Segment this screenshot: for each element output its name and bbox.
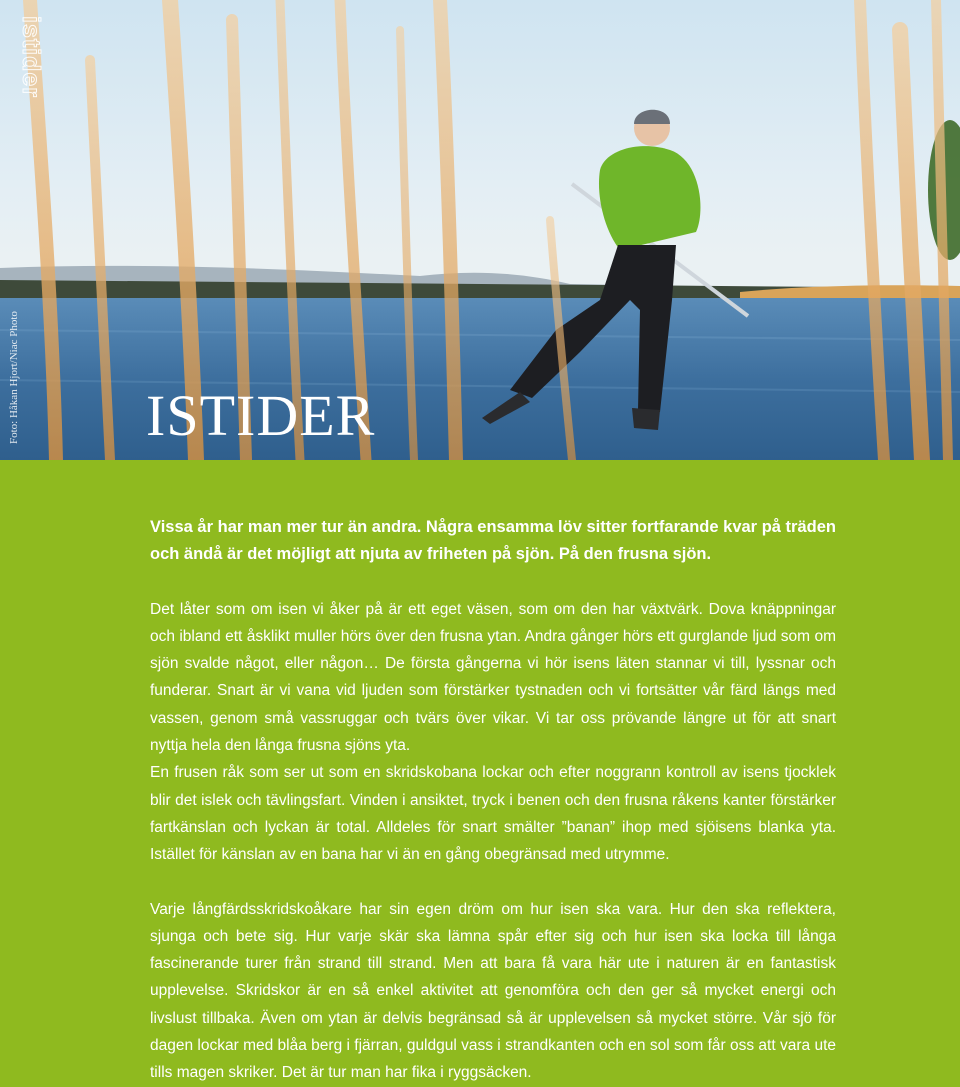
section-tag: istider [17,16,45,99]
body-paragraph: Det låter som om isen vi åker på är ett eget väsen, som om den har växtvärk. Dova knäppningar och ibland ett åsklikt muller hörs över den frusna ytan. Andra gånger hörs ett gurglande ljud som om sjön svalde något, eller någon… De första gångerna vi hör isens läten stannar vi till, lyssnar och funderar. Snart är vi vana vid ljuden som förstärker tystnaden och vi fortsätter vår färd längs med vassen, genom små vassruggar och tvärs över vikar. Vi tar oss prövande längre ut för att snart nyttja hela den långa frusna sjöns yta. [150,600,836,755]
body-paragraph: En frusen råk som ser ut som en skridskobana lockar och efter noggrann kontroll av isens tjocklek blir det islek och tävlingsfart. Vinden i ansiktet, tryck i benen och den frusna råkens kanter förstärker fartkänslan och lyckan är total. Alldeles för snart smälter ”banan” ihop med sjöisens blanka yta. Istället för känslan av en bana har vi än en gång obegränsad med utrymme. [150,764,836,864]
article-body [150,514,836,1087]
body-paragraph: Varje långfärdsskridskoåkare har sin egen dröm om hur isen ska vara. Hur den ska reflektera, sjunga och bete sig. Hur varje skär ska lämna spår efter sig och hur isen ska locka till långa fascinerande turer från strand till strand. Men att bara få vara här ute i naturen är en fantastisk upplevelse. Skridskor är en så enkel aktivitet att genomföra och den ger så mycket energi och livslust tillbaka. Även om ytan är delvis begränsad så är upplevelsen så mycket större. Vår sjö för dagen lockar med blåa berg i fjärran, guldgul vass i strandkanten och en sol som får oss att vara ute tills magen skriker. Det är tur man har fika i ryggsäcken. [150,900,836,1082]
headline: ISTIDER [146,383,376,448]
lead-paragraph: Vissa år har man mer tur än andra. Några ensamma löv sitter fortfarande kvar på träden och ändå är det möjligt att njuta av friheten på sjön. På den frusna sjön. [150,518,836,564]
photo-credit: Foto: Håkan Hjort/Niac Photo [8,311,20,444]
hero-photo [0,0,960,460]
ice-skater-photo [0,0,960,460]
